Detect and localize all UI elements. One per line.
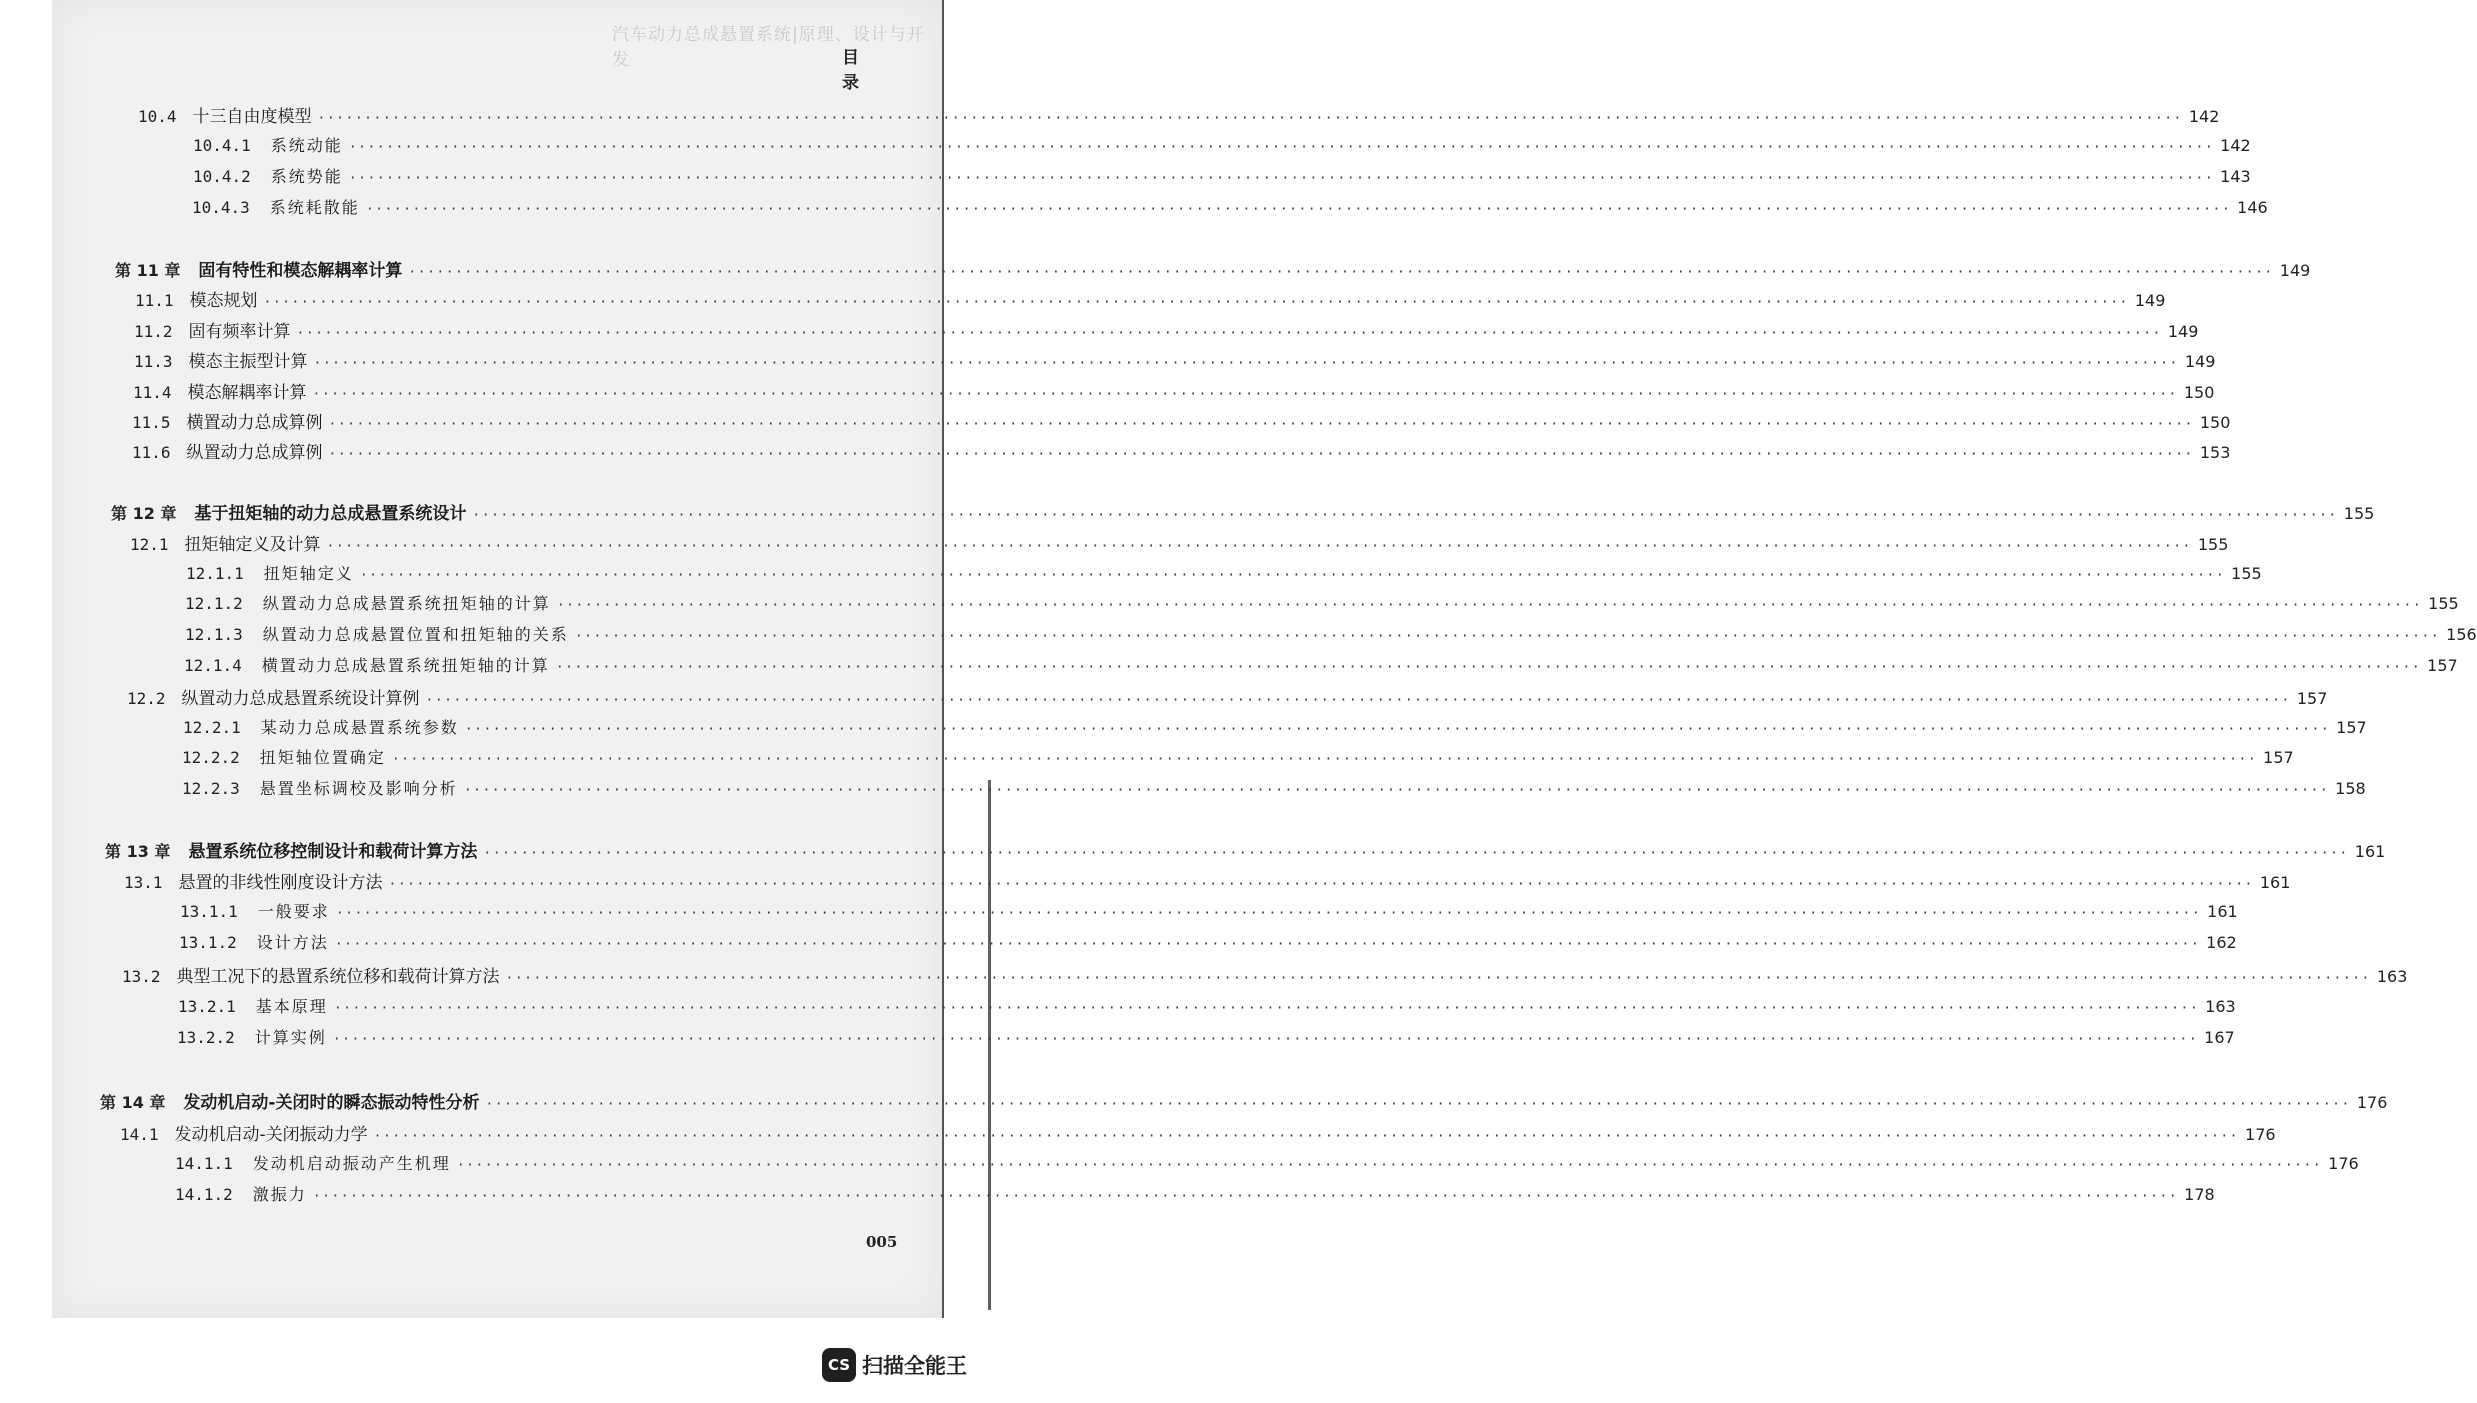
toc-entry-title: 系统动能 <box>270 136 343 155</box>
toc-entry-number: 11.3 <box>134 352 173 371</box>
toc-entry-title: 模态解耦率计算 <box>187 383 307 403</box>
toc-leader-dots: ········································································································································································································ <box>391 752 2258 767</box>
toc-leader-dots: ········································································································································································································ <box>332 1032 2199 1047</box>
toc-entry-number: 第 14 章 <box>100 1093 166 1112</box>
toc-entry-page: 155 <box>2197 535 2229 554</box>
toc-entry-title: 固有特性和模态解耦率计算 <box>198 261 403 281</box>
toc-entry-number: 13.1 <box>124 873 163 892</box>
toc-entry <box>193 164 2251 187</box>
toc-entry-title: 固有频率计算 <box>188 322 291 342</box>
toc-leader-dots: ········································································································································································································ <box>313 356 2179 371</box>
toc-leader-dots: ········································································································································································································ <box>365 202 2232 217</box>
toc-entry-page: 176 <box>2356 1093 2388 1112</box>
toc-leader-dots: ········································································································································································································ <box>463 783 2330 798</box>
toc-leader-dots: ········································································································································································································ <box>335 906 2202 921</box>
toc-entry <box>185 622 2477 645</box>
toc-entry-page: 157 <box>2263 748 2294 767</box>
toc-entry <box>183 715 2367 738</box>
toc-leader-dots: ········································································································································································································ <box>328 417 2194 432</box>
toc-entry <box>178 994 2236 1017</box>
toc-entry-title: 设计方法 <box>256 933 329 952</box>
toc-entry <box>185 591 2459 614</box>
toc-entry <box>192 195 2268 218</box>
toc-entry-page: 142 <box>2188 107 2220 126</box>
toc-leader-dots: ········································································································································································································ <box>263 295 2129 310</box>
toc-entry-page: 178 <box>2184 1185 2215 1204</box>
toc-entry-number: 第 12 章 <box>111 504 177 523</box>
toc-entry-number: 12.1.2 <box>185 594 243 613</box>
toc-entry-title: 发动机启动-关闭时的瞬态振动特性分析 <box>183 1093 480 1113</box>
toc-entry-title: 扭矩轴定义 <box>263 564 354 583</box>
toc-leader-dots: ········································································································································································································ <box>312 387 2178 402</box>
toc-entry-page: 146 <box>2237 198 2268 217</box>
toc-entry-number: 11.5 <box>132 413 171 432</box>
camscanner-watermark <box>822 1348 967 1382</box>
toc-entry-number: 10.4 <box>138 107 177 126</box>
toc-entry-page: 157 <box>2427 656 2458 675</box>
toc-entry-page: 149 <box>2134 291 2166 310</box>
toc-entry-title: 扭矩轴定义及计算 <box>184 535 321 555</box>
toc-entry-title: 发动机启动-关闭振动力学 <box>174 1125 368 1145</box>
toc-entry-page: 142 <box>2220 136 2251 155</box>
toc-entry-page: 162 <box>2206 933 2237 952</box>
toc-leader-dots: ········································································································································································································ <box>334 937 2201 952</box>
toc-leader-dots: ········································································································································································································ <box>483 846 2349 861</box>
toc-entry-title: 扭矩轴位置确定 <box>259 748 386 767</box>
toc-leader-dots: ········································································································································································································ <box>348 140 2215 155</box>
toc-leader-dots: ········································································································································································································ <box>574 629 2441 644</box>
toc-leader-dots: ········································································································································································································ <box>317 111 2183 126</box>
toc-entry-number: 14.1.1 <box>175 1154 233 1173</box>
toc-entry <box>177 1025 2235 1048</box>
toc-entry-title: 计算实例 <box>254 1028 327 1047</box>
camscanner-app-name: 扫描全能王 <box>862 1354 967 1378</box>
toc-entry-number: 14.1.2 <box>175 1185 233 1204</box>
toc-entry-number: 第 13 章 <box>105 842 171 861</box>
toc-entry-title: 横置动力总成算例 <box>186 413 323 433</box>
toc-entry <box>120 1120 2276 1145</box>
toc-entry-number: 13.1.1 <box>180 902 238 921</box>
toc-entry <box>135 286 2166 311</box>
toc-entry-number: 13.2.2 <box>177 1028 235 1047</box>
toc-entry <box>193 133 2251 156</box>
toc-entry <box>132 408 2231 433</box>
toc-entry-title: 纵置动力总成悬置系统扭矩轴的计算 <box>262 594 551 613</box>
toc-entry-title: 激振力 <box>252 1185 307 1204</box>
toc-leader-dots: ········································································································································································································ <box>373 1129 2240 1144</box>
toc-leader-dots: ········································································································································································································ <box>312 1189 2179 1204</box>
toc-entry <box>179 930 2237 953</box>
toc-entry-page: 149 <box>2184 352 2216 371</box>
toc-entry-page: 158 <box>2335 779 2366 798</box>
toc-entry-title: 悬置系统位移控制设计和载荷计算方法 <box>188 842 478 862</box>
toc-entry-number: 12.2 <box>127 689 166 708</box>
toc-leader-dots: ········································································································································································································ <box>333 1001 2200 1016</box>
toc-entry-title: 某动力总成悬置系统参数 <box>260 718 459 737</box>
toc-entry <box>124 868 2291 893</box>
toc-chapter-entry <box>100 1088 2388 1113</box>
toc-entry-title: 系统耗散能 <box>269 198 360 217</box>
toc-entry-page: 157 <box>2296 689 2328 708</box>
toc-entry-number: 12.1.4 <box>184 656 242 675</box>
toc-entry-page: 155 <box>2428 594 2459 613</box>
toc-leader-dots: ········································································································································································································ <box>408 265 2274 280</box>
toc-entry-title: 基本原理 <box>255 997 328 1016</box>
toc-leader-dots: ········································································································································································································ <box>472 508 2338 523</box>
toc-entry-page: 167 <box>2204 1028 2235 1047</box>
toc-entry-page: 176 <box>2245 1125 2276 1144</box>
toc-entry-page: 156 <box>2446 625 2477 644</box>
toc-entry-page: 153 <box>2199 443 2231 462</box>
toc-entry-number: 10.4.2 <box>193 167 251 186</box>
camscanner-logo-icon: CS <box>822 1348 856 1382</box>
toc-entry-title: 悬置的非线性刚度设计方法 <box>178 873 383 893</box>
toc-entry-title: 基于扭矩轴的动力总成悬置系统设计 <box>194 504 467 524</box>
toc-entry-number: 12.2.2 <box>182 748 240 767</box>
toc-entry-page: 155 <box>2343 504 2375 523</box>
toc-entry-title: 模态规划 <box>189 291 258 311</box>
toc-entry-number: 12.2.3 <box>182 779 240 798</box>
toc-entry-page: 161 <box>2354 842 2386 861</box>
toc-entry <box>182 745 2294 768</box>
toc-entry-number: 12.1.1 <box>186 564 244 583</box>
toc-entry-number: 12.1.3 <box>185 625 243 644</box>
running-head: 汽车动力总成悬置系统|原理、设计与开发 <box>612 25 925 70</box>
toc-entry-page: 143 <box>2220 167 2251 186</box>
toc-entry-page: 149 <box>2167 322 2199 341</box>
toc-heading: 目录 <box>842 48 893 93</box>
toc-leader-dots: ········································································································································································································ <box>296 326 2162 341</box>
toc-entry-number: 13.2 <box>122 967 161 986</box>
toc-leader-dots: ········································································································································································································ <box>556 598 2423 613</box>
toc-entry-number: 11.2 <box>134 322 173 341</box>
toc-entry-title: 纵置动力总成算例 <box>186 443 323 463</box>
toc-entry-title: 典型工况下的悬置系统位移和载荷计算方法 <box>176 967 500 987</box>
toc-entry <box>175 1182 2215 1205</box>
toc-entry <box>138 102 2220 127</box>
toc-entry <box>122 962 2408 987</box>
toc-leader-dots: ········································································································································································································ <box>328 447 2194 462</box>
toc-entry-title: 横置动力总成悬置系统扭矩轴的计算 <box>261 656 550 675</box>
toc-leader-dots: ········································································································································································································ <box>485 1097 2351 1112</box>
toc-leader-dots: ········································································································································································································ <box>425 693 2291 708</box>
toc-entry-page: 163 <box>2205 997 2236 1016</box>
toc-entry <box>182 776 2366 799</box>
toc-entry-number: 11.6 <box>132 443 171 462</box>
toc-entry-page: 150 <box>2199 413 2231 432</box>
toc-leader-dots: ········································································································································································································ <box>505 971 2371 986</box>
toc-entry-number: 13.1.2 <box>179 933 237 952</box>
toc-entry-page: 150 <box>2183 383 2215 402</box>
toc-entry <box>186 561 2262 584</box>
toc-leader-dots: ········································································································································································································ <box>388 877 2254 892</box>
toc-leader-dots: ········································································································································································································ <box>456 1158 2323 1173</box>
toc-chapter-entry <box>115 256 2311 281</box>
toc-entry-page: 157 <box>2336 718 2367 737</box>
toc-leader-dots: ········································································································································································································ <box>359 568 2226 583</box>
toc-leader-dots: ········································································································································································································ <box>555 660 2422 675</box>
toc-entry-page: 163 <box>2376 967 2408 986</box>
toc-entry-title: 十三自由度模型 <box>192 107 312 127</box>
toc-entry-title: 模态主振型计算 <box>188 352 308 372</box>
toc-entry <box>132 438 2231 463</box>
toc-leader-dots: ········································································································································································································ <box>348 171 2215 186</box>
toc-entry-number: 11.1 <box>135 291 174 310</box>
page-number: 005 <box>866 1233 898 1251</box>
toc-entry-number: 12.1 <box>130 535 169 554</box>
toc-entry <box>134 317 2199 342</box>
toc-chapter-entry <box>105 837 2386 862</box>
toc-entry-page: 149 <box>2279 261 2311 280</box>
toc-entry-number: 10.4.3 <box>192 198 250 217</box>
toc-entry <box>184 653 2458 676</box>
toc-entry-number: 10.4.1 <box>193 136 251 155</box>
toc-entry <box>134 347 2216 372</box>
toc-entry-page: 161 <box>2259 873 2291 892</box>
toc-entry-page: 161 <box>2207 902 2238 921</box>
toc-entry-page: 155 <box>2231 564 2262 583</box>
toc-entry-number: 14.1 <box>120 1125 159 1144</box>
toc-entry-page: 176 <box>2328 1154 2359 1173</box>
toc-entry-title: 纵置动力总成悬置位置和扭矩轴的关系 <box>262 625 569 644</box>
toc-leader-dots: ········································································································································································································ <box>326 539 2192 554</box>
toc-entry-title: 系统势能 <box>270 167 343 186</box>
toc-entry-title: 发动机启动振动产生机理 <box>252 1154 451 1173</box>
toc-entry-number: 12.2.1 <box>183 718 241 737</box>
toc-entry <box>127 684 2328 709</box>
toc-entry <box>180 899 2238 922</box>
toc-entry <box>133 378 2215 403</box>
toc-entry-title: 纵置动力总成悬置系统设计算例 <box>181 689 420 709</box>
toc-entry-title: 一般要求 <box>257 902 330 921</box>
toc-entry-number: 11.4 <box>133 383 172 402</box>
toc-entry <box>130 530 2229 555</box>
toc-chapter-entry <box>111 499 2375 524</box>
toc-leader-dots: ········································································································································································································ <box>464 722 2331 737</box>
toc-entry-title: 悬置坐标调校及影响分析 <box>259 779 458 798</box>
toc-entry <box>175 1151 2359 1174</box>
toc-entry-number: 13.2.1 <box>178 997 236 1016</box>
toc-entry-number: 第 11 章 <box>115 261 181 280</box>
